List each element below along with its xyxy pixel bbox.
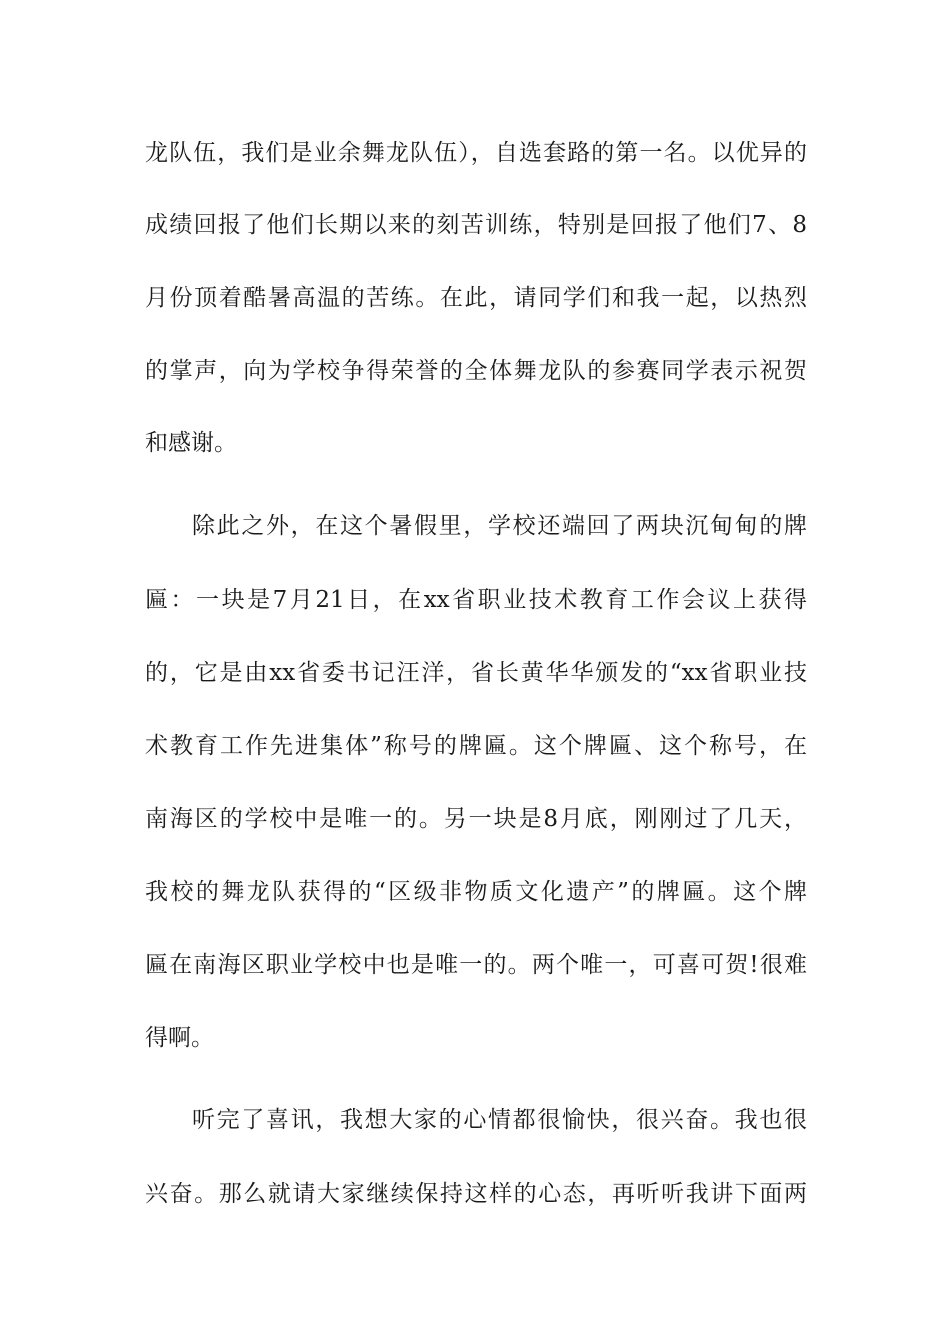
- paragraph-line: 的，它是由xx省委书记汪洋，省长黄华华颁发的“xx省职业技: [145, 660, 807, 686]
- paragraph-line: 术教育工作先进集体”称号的牌匾。这个牌匾、这个称号，在: [145, 733, 807, 759]
- paragraph-line: 得啊。: [145, 1025, 214, 1051]
- paragraph-line: 和感谢。: [145, 430, 237, 456]
- paragraph-first-line: 听完了喜讯，我想大家的心情都很愉快，很兴奋。我也很: [192, 1107, 807, 1133]
- paragraph-line: 龙队伍，我们是业余舞龙队伍），自选套路的第一名。以优异的: [145, 140, 807, 166]
- paragraph-first-line: 除此之外，在这个暑假里，学校还端回了两块沉甸甸的牌: [192, 513, 807, 539]
- paragraph-line: 我校的舞龙队获得的“区级非物质文化遗产”的牌匾。这个牌: [145, 879, 807, 905]
- paragraph-line: 的掌声，向为学校争得荣誉的全体舞龙队的参赛同学表示祝贺: [145, 358, 807, 384]
- paragraph-line: 匾：一块是7月21日，在xx省职业技术教育工作会议上获得: [145, 587, 807, 613]
- paragraph-line: 成绩回报了他们长期以来的刻苦训练，特别是回报了他们7、8: [145, 212, 807, 238]
- paragraph-line: 月份顶着酷暑高温的苦练。在此，请同学们和我一起，以热烈: [145, 285, 807, 311]
- paragraph-line: 南海区的学校中是唯一的。另一块是8月底，刚刚过了几天，: [145, 806, 807, 832]
- paragraph-line: 匾在南海区职业学校中也是唯一的。两个唯一，可喜可贺!很难: [145, 952, 807, 978]
- paragraph-line: 兴奋。那么就请大家继续保持这样的心态，再听听我讲下面两: [145, 1181, 807, 1207]
